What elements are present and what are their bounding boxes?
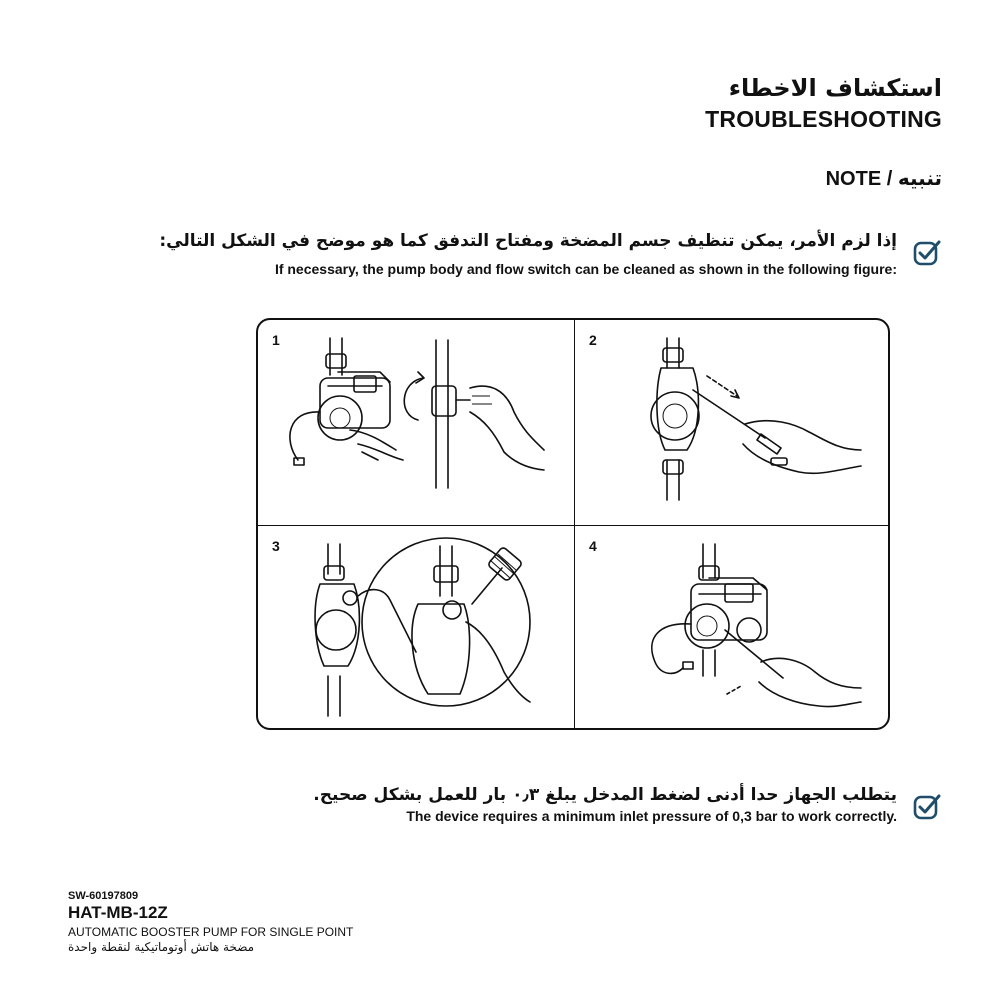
checkbox-icon: [912, 792, 942, 822]
note-label-ar: تنبيه: [897, 166, 942, 190]
figure-panel-2: [575, 320, 890, 526]
product-code: SW-60197809: [68, 890, 139, 902]
panel-number: 4: [589, 538, 597, 554]
figure-panel-4: [575, 526, 890, 730]
panel-number: 2: [589, 332, 597, 348]
panel-number: 1: [272, 332, 280, 348]
note-1-text-ar: إذا لزم الأمر، يمكن تنظيف جسم المضخة ومفتاح التدفق كما هو موضح في الشكل التالي:: [159, 231, 897, 251]
note-2-text-ar: يتطلب الجهاز حدا أدنى لضغط المدخل يبلغ ٠٫٣ بار للعمل بشكل صحيح.: [313, 785, 897, 805]
open-flow-switch-illustration: [258, 526, 575, 730]
cleaning-steps-figure: [256, 318, 890, 730]
page-title: TROUBLESHOOTING: [705, 106, 942, 132]
figure-panel-1: [258, 320, 575, 526]
note-label-en: NOTE: [825, 168, 882, 190]
note-heading: [826, 166, 942, 191]
product-model: HAT-MB-12Z: [68, 903, 168, 922]
reconnect-pump-illustration: [575, 526, 890, 730]
checkbox-icon: [912, 238, 942, 268]
note-separator: /: [886, 168, 893, 190]
note-1-text-en: If necessary, the pump body and flow switch can be cleaned as shown in the following figure:: [274, 261, 897, 277]
pump-unplug-illustration: [258, 320, 575, 526]
page-title-arabic: استكشاف الاخطاء: [728, 74, 942, 102]
product-footer: [68, 890, 353, 954]
figure-panel-3: [258, 526, 575, 730]
note-2-text-en: The device requires a minimum inlet pressure of 0,3 bar to work correctly.: [406, 808, 897, 824]
panel-number: 3: [272, 538, 280, 554]
remove-screws-illustration: [575, 320, 890, 526]
product-description-en: AUTOMATIC BOOSTER PUMP FOR SINGLE POINT: [68, 925, 354, 939]
product-description-ar: مضخة هاتش أوتوماتيكية لنقطة واحدة: [68, 940, 255, 954]
